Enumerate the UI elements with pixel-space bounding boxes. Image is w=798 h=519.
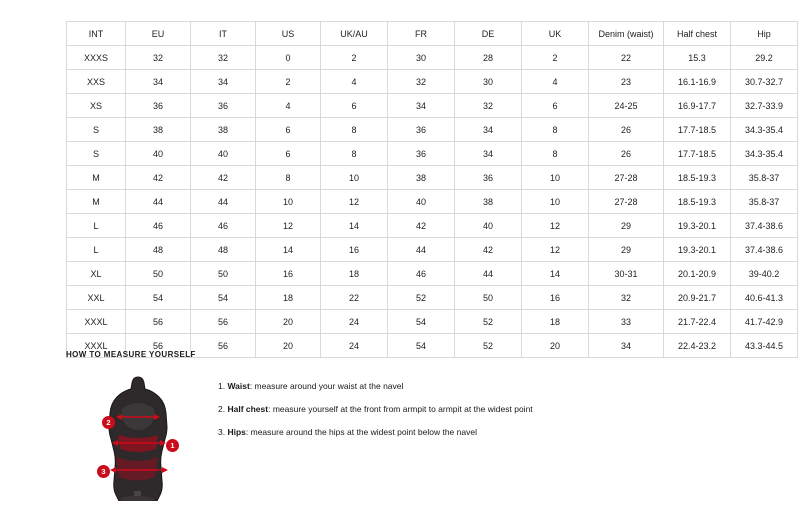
cell-ukau: 6 xyxy=(321,94,388,118)
cell-int: XXS xyxy=(67,70,126,94)
cell-int: L xyxy=(67,238,126,262)
cell-us: 20 xyxy=(256,334,321,358)
cell-us: 6 xyxy=(256,118,321,142)
cell-int: S xyxy=(67,118,126,142)
measure-badge-2: 2 xyxy=(102,416,115,429)
cell-int: XL xyxy=(67,262,126,286)
cell-uk: 16 xyxy=(522,286,589,310)
column-header-de: DE xyxy=(455,22,522,46)
instruction-half-chest-text: : measure yourself at the front from armpit to armpit at the widest point xyxy=(268,404,533,415)
cell-it: 34 xyxy=(191,70,256,94)
cell-uk: 14 xyxy=(522,262,589,286)
column-header-int: INT xyxy=(67,22,126,46)
measure-badge-1: 1 xyxy=(166,439,179,452)
cell-denim-waist: 32 xyxy=(589,286,664,310)
cell-int: XXL xyxy=(67,286,126,310)
cell-eu: 54 xyxy=(126,286,191,310)
cell-eu: 56 xyxy=(126,334,191,358)
cell-it: 36 xyxy=(191,94,256,118)
cell-fr: 36 xyxy=(388,118,455,142)
cell-fr: 34 xyxy=(388,94,455,118)
cell-us: 16 xyxy=(256,262,321,286)
column-header-fr: FR xyxy=(388,22,455,46)
cell-uk: 2 xyxy=(522,46,589,70)
table-row xyxy=(67,262,798,286)
cell-hip: 30.7-32.7 xyxy=(731,70,798,94)
table-header-row xyxy=(67,22,798,46)
cell-eu: 48 xyxy=(126,238,191,262)
cell-it: 40 xyxy=(191,142,256,166)
cell-ukau: 14 xyxy=(321,214,388,238)
mannequin-illustration xyxy=(78,371,196,501)
cell-half-chest: 16.1-16.9 xyxy=(664,70,731,94)
cell-denim-waist: 26 xyxy=(589,142,664,166)
instruction-waist-text: : measure around your waist at the navel xyxy=(249,381,404,391)
cell-ukau: 4 xyxy=(321,70,388,94)
cell-fr: 32 xyxy=(388,70,455,94)
cell-it: 42 xyxy=(191,166,256,190)
column-header-uk: UK xyxy=(522,22,589,46)
cell-half-chest: 17.7-18.5 xyxy=(664,142,731,166)
table-row xyxy=(67,190,798,214)
cell-us: 6 xyxy=(256,142,321,166)
cell-de: 52 xyxy=(455,334,522,358)
cell-half-chest: 19.3-20.1 xyxy=(664,214,731,238)
cell-it: 48 xyxy=(191,238,256,262)
instruction-hips-number: 3. xyxy=(218,427,226,438)
cell-denim-waist: 29 xyxy=(589,238,664,262)
cell-denim-waist: 33 xyxy=(589,310,664,334)
cell-us: 20 xyxy=(256,310,321,334)
table-row xyxy=(67,166,798,190)
cell-int: S xyxy=(67,142,126,166)
cell-denim-waist: 23 xyxy=(589,70,664,94)
cell-de: 50 xyxy=(455,286,522,310)
cell-uk: 20 xyxy=(522,334,589,358)
cell-fr: 40 xyxy=(388,190,455,214)
cell-fr: 38 xyxy=(388,166,455,190)
cell-eu: 38 xyxy=(126,118,191,142)
cell-de: 44 xyxy=(455,262,522,286)
cell-us: 8 xyxy=(256,166,321,190)
cell-de: 30 xyxy=(455,70,522,94)
cell-half-chest: 17.7-18.5 xyxy=(664,118,731,142)
table-row xyxy=(67,286,798,310)
instruction-half-chest-term: Half chest xyxy=(227,404,269,415)
cell-uk: 6 xyxy=(522,94,589,118)
column-header-us: US xyxy=(256,22,321,46)
cell-us: 10 xyxy=(256,190,321,214)
cell-ukau: 10 xyxy=(321,166,388,190)
instruction-waist xyxy=(218,381,533,391)
cell-int: XXXS xyxy=(67,46,126,70)
cell-us: 2 xyxy=(256,70,321,94)
cell-denim-waist: 30-31 xyxy=(589,262,664,286)
cell-denim-waist: 27-28 xyxy=(589,190,664,214)
instruction-hips-text: : measure around the hips at the widest point below the navel xyxy=(245,427,477,438)
cell-uk: 10 xyxy=(522,166,589,190)
cell-ukau: 22 xyxy=(321,286,388,310)
cell-hip: 37.4-38.6 xyxy=(731,238,798,262)
table-row xyxy=(67,118,798,142)
cell-fr: 36 xyxy=(388,142,455,166)
cell-eu: 46 xyxy=(126,214,191,238)
cell-ukau: 12 xyxy=(321,190,388,214)
table-row xyxy=(67,310,798,334)
instruction-hips xyxy=(218,427,533,437)
cell-denim-waist: 24-25 xyxy=(589,94,664,118)
cell-hip: 41.7-42.9 xyxy=(731,310,798,334)
cell-de: 34 xyxy=(455,118,522,142)
instruction-hips-term: Hips xyxy=(227,427,246,438)
cell-int: XXXL xyxy=(67,334,126,358)
cell-uk: 8 xyxy=(522,142,589,166)
cell-hip: 29.2 xyxy=(731,46,798,70)
cell-hip: 34.3-35.4 xyxy=(731,118,798,142)
column-header-eu: EU xyxy=(126,22,191,46)
cell-us: 18 xyxy=(256,286,321,310)
cell-us: 14 xyxy=(256,238,321,262)
cell-it: 50 xyxy=(191,262,256,286)
cell-hip: 34.3-35.4 xyxy=(731,142,798,166)
cell-fr: 52 xyxy=(388,286,455,310)
table-row xyxy=(67,214,798,238)
table-row xyxy=(67,46,798,70)
how-to-measure-section xyxy=(66,350,766,501)
cell-fr: 44 xyxy=(388,238,455,262)
cell-half-chest: 16.9-17.7 xyxy=(664,94,731,118)
cell-uk: 18 xyxy=(522,310,589,334)
cell-half-chest: 15.3 xyxy=(664,46,731,70)
cell-hip: 40.6-41.3 xyxy=(731,286,798,310)
measure-section-title: HOW TO MEASURE YOURSELF xyxy=(66,350,196,359)
cell-uk: 8 xyxy=(522,118,589,142)
cell-de: 36 xyxy=(455,166,522,190)
cell-hip: 32.7-33.9 xyxy=(731,94,798,118)
cell-int: M xyxy=(67,166,126,190)
cell-half-chest: 19.3-20.1 xyxy=(664,238,731,262)
cell-hip: 35.8-37 xyxy=(731,166,798,190)
cell-denim-waist: 29 xyxy=(589,214,664,238)
cell-de: 32 xyxy=(455,94,522,118)
cell-eu: 44 xyxy=(126,190,191,214)
cell-uk: 10 xyxy=(522,190,589,214)
cell-us: 0 xyxy=(256,46,321,70)
cell-de: 34 xyxy=(455,142,522,166)
cell-hip: 43.3-44.5 xyxy=(731,334,798,358)
cell-it: 44 xyxy=(191,190,256,214)
table-row xyxy=(67,238,798,262)
cell-it: 46 xyxy=(191,214,256,238)
cell-eu: 32 xyxy=(126,46,191,70)
cell-eu: 42 xyxy=(126,166,191,190)
table-row xyxy=(67,94,798,118)
cell-int: XXXL xyxy=(67,310,126,334)
cell-de: 38 xyxy=(455,190,522,214)
cell-ukau: 2 xyxy=(321,46,388,70)
size-conversion-table xyxy=(66,21,798,358)
cell-it: 54 xyxy=(191,286,256,310)
cell-half-chest: 18.5-19.3 xyxy=(664,190,731,214)
cell-half-chest: 21.7-22.4 xyxy=(664,310,731,334)
table-row xyxy=(67,142,798,166)
cell-ukau: 8 xyxy=(321,142,388,166)
cell-denim-waist: 34 xyxy=(589,334,664,358)
cell-denim-waist: 22 xyxy=(589,46,664,70)
cell-int: L xyxy=(67,214,126,238)
cell-ukau: 24 xyxy=(321,310,388,334)
cell-hip: 39-40.2 xyxy=(731,262,798,286)
cell-ukau: 24 xyxy=(321,334,388,358)
column-header-it: IT xyxy=(191,22,256,46)
column-header-hip: Hip xyxy=(731,22,798,46)
cell-fr: 42 xyxy=(388,214,455,238)
cell-de: 42 xyxy=(455,238,522,262)
instruction-waist-term: Waist xyxy=(227,381,250,391)
cell-eu: 40 xyxy=(126,142,191,166)
cell-fr: 46 xyxy=(388,262,455,286)
cell-ukau: 16 xyxy=(321,238,388,262)
cell-int: XS xyxy=(67,94,126,118)
column-header-denim-waist: Denim (waist) xyxy=(589,22,664,46)
cell-fr: 30 xyxy=(388,46,455,70)
cell-ukau: 8 xyxy=(321,118,388,142)
cell-de: 52 xyxy=(455,310,522,334)
cell-de: 40 xyxy=(455,214,522,238)
cell-half-chest: 18.5-19.3 xyxy=(664,166,731,190)
cell-half-chest: 22.4-23.2 xyxy=(664,334,731,358)
cell-fr: 54 xyxy=(388,310,455,334)
cell-eu: 56 xyxy=(126,310,191,334)
cell-uk: 12 xyxy=(522,238,589,262)
cell-eu: 34 xyxy=(126,70,191,94)
cell-it: 56 xyxy=(191,334,256,358)
measure-instructions-list xyxy=(218,371,533,451)
cell-it: 56 xyxy=(191,310,256,334)
mannequin-figure xyxy=(78,371,196,501)
instruction-waist-number: 1. xyxy=(218,381,226,391)
cell-us: 12 xyxy=(256,214,321,238)
instruction-half-chest xyxy=(218,404,533,414)
cell-ukau: 18 xyxy=(321,262,388,286)
cell-eu: 36 xyxy=(126,94,191,118)
cell-it: 32 xyxy=(191,46,256,70)
cell-de: 28 xyxy=(455,46,522,70)
cell-us: 4 xyxy=(256,94,321,118)
cell-hip: 35.8-37 xyxy=(731,190,798,214)
instruction-half-chest-number: 2. xyxy=(218,404,226,415)
cell-denim-waist: 27-28 xyxy=(589,166,664,190)
table-row xyxy=(67,70,798,94)
cell-half-chest: 20.9-21.7 xyxy=(664,286,731,310)
cell-denim-waist: 26 xyxy=(589,118,664,142)
column-header-half-chest: Half chest xyxy=(664,22,731,46)
column-header-ukau: UK/AU xyxy=(321,22,388,46)
cell-uk: 12 xyxy=(522,214,589,238)
cell-int: M xyxy=(67,190,126,214)
cell-it: 38 xyxy=(191,118,256,142)
cell-half-chest: 20.1-20.9 xyxy=(664,262,731,286)
cell-uk: 4 xyxy=(522,70,589,94)
measure-badge-3: 3 xyxy=(97,465,110,478)
cell-eu: 50 xyxy=(126,262,191,286)
cell-hip: 37.4-38.6 xyxy=(731,214,798,238)
cell-fr: 54 xyxy=(388,334,455,358)
